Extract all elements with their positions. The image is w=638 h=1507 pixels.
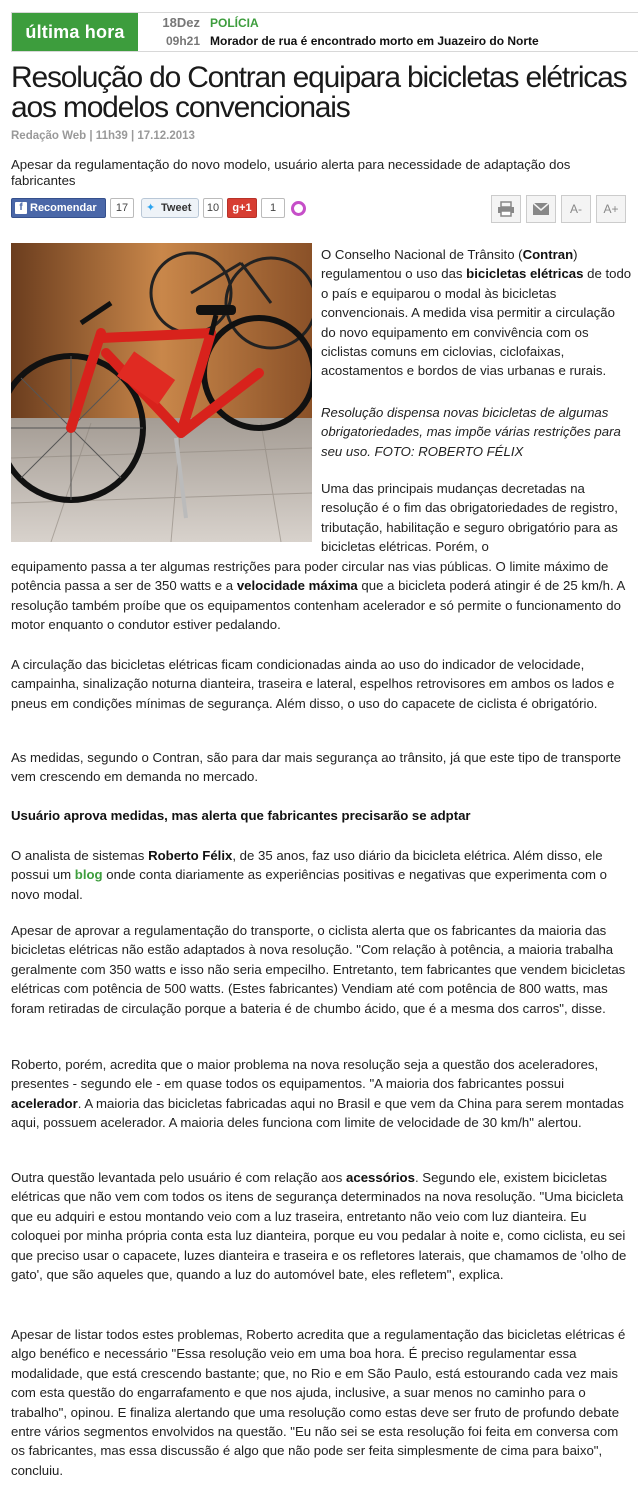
p2-text-c: que a bicicleta poderá atingir é de 25 km/h. A resolução também proíbe que os equipamentos contenham acelerador e só permite o funcionamento do motor enquanto o condutor estiver pedalando. xyxy=(11,578,625,633)
paragraph-1 xyxy=(321,245,633,381)
article-title-line2: aos modelos convencionais xyxy=(11,91,350,124)
paragraph-6: Apesar de aprovar a regulamentação do transporte, o ciclista alerta que os fabricantes da maioria das bicicletas elétricas não estão adaptados à nova resolução. "Com relação à potência, a maioria trabalha geralmente com 350 watts e isso não seria empecilho. Entretanto, tem fabricantes que vendem bicicletas elétricas com potência de 500 watts. (Estes fabricantes) Vendiam até com potência de 800 watts, mas foram retiradas de circulação porque a bateria é de chumbo ácido, que é a mesma dos carros", disse. xyxy=(11,923,626,1016)
p1-text-e: de todo o país e equiparou o modal às bicicletas convencionais. A medida visa permitir a circulação do novo equipamento em convivência com os ciclistas comuns em ciclovias, ciclofaixas, acostamentos e bordos de vias urbanas e rurais. xyxy=(321,266,632,379)
facebook-recommend-button[interactable] xyxy=(11,198,106,218)
tweet-button[interactable] xyxy=(141,198,199,218)
paragraph-3: A circulação das bicicletas elétricas ficam condicionadas ainda ao uso do indicador de velocidade, campainha, sinalização noturna dianteira, traseira e lateral, espelhos retrovisores em ambos os lados e pneus em condições mínimas de segurança. Além disso, o uso do capacete de ciclista é obrigatório. xyxy=(11,657,615,711)
breaking-news-bar xyxy=(11,12,638,52)
paragraph-8 xyxy=(11,1168,633,1284)
print-button[interactable] xyxy=(491,195,521,223)
p8-text-a: Outra questão levantada pelo usuário é com relação aos xyxy=(11,1170,347,1185)
breaking-news-headline[interactable]: Morador de rua é encontrado morto em Juazeiro do Norte xyxy=(210,34,539,48)
p2-velocidade-maxima: velocidade máxima xyxy=(236,578,358,594)
google-plus-count: 1 xyxy=(261,198,285,218)
tweet-count: 10 xyxy=(203,198,223,218)
paragraph-5 xyxy=(11,846,633,904)
paragraph-7 xyxy=(11,1055,633,1133)
font-increase-button[interactable]: A+ xyxy=(596,195,626,223)
p7-acelerador: acelerador xyxy=(11,1095,78,1111)
article-title xyxy=(11,63,633,123)
p5-roberto-felix: Roberto Félix xyxy=(148,848,233,863)
share-circle-icon[interactable] xyxy=(291,201,306,216)
facebook-recommend-label: Recomendar xyxy=(30,202,97,214)
paragraph-2-bottom xyxy=(11,557,633,635)
p5-text-d: onde conta diariamente as experiências positivas e negativas que experimenta com o novo modal. xyxy=(11,867,607,902)
breaking-news-date: 18Dez xyxy=(162,15,200,30)
twitter-bird-icon: ✦ xyxy=(146,202,156,214)
envelope-icon xyxy=(532,202,550,216)
p8-acessorios: acessórios xyxy=(346,1170,415,1185)
paragraph-4: As medidas, segundo o Contran, são para dar mais segurança ao trânsito, já que este tipo de transporte vem crescendo em demanda no mercado. xyxy=(11,750,621,785)
article-byline: Redação Web | 11h39 | 17.12.2013 xyxy=(11,130,195,142)
p1-text-c: ) regulamentou o uso das xyxy=(321,247,578,282)
p2-text-top: Uma das principais mudanças decretadas na resolução é o fim das obrigatoriedades de registro, tributação, habilitação e seguro obrigatório para as bicicletas elétricas. Porém, o xyxy=(321,481,618,555)
photo-caption: Resolução dispensa novas bicicletas de algumas obrigatoriedades, mas impõe várias restrições para seu uso. FOTO: ROBERTO FÉLIX xyxy=(321,405,621,459)
email-button[interactable] xyxy=(526,195,556,223)
facebook-icon: f xyxy=(15,202,27,214)
breaking-news-category[interactable]: POLÍCIA xyxy=(210,16,259,30)
p8-text-c: . Segundo ele, existem bicicletas elétricas que não vem com todos os itens de segurança determinados na nova resolução. "Uma bicicleta que eu adquiri e estou montando veio com a luz traseira, entretanto não veio com luz dianteira. Eu coloquei por minha própria conta esta luz dianteira, porque eu vou pedalar à noite e, como ciclista, eu sei que preciso usar o capacete, luzes dianteira e traseira e os refletores laterais, que chamamos de 'olho de gato', que são aqueles que, quando a luz do automóvel bate, eles refletem", explica. xyxy=(11,1170,627,1283)
paragraph-2-top xyxy=(321,479,633,557)
electric-bicycle-photo xyxy=(11,243,312,542)
p5-text-a: O analista de sistemas xyxy=(11,848,149,863)
printer-icon xyxy=(497,201,515,217)
article-summary: Apesar da regulamentação do novo modelo, usuário alerta para necessidade de adaptação dos fabricantes xyxy=(11,157,571,188)
p7-text-a: Roberto, porém, acredita que o maior problema na nova resolução seja a questão dos aceleradores, presentes - segundo ele - em quase todos os equipamentos. "A maioria dos fabricantes possui xyxy=(11,1057,599,1092)
article-subheading: Usuário aprova medidas, mas alerta que fabricantes precisarão se adptar xyxy=(11,808,471,823)
google-plus-one-button[interactable]: g+1 xyxy=(227,198,257,218)
p1-text-a: O Conselho Nacional de Trânsito ( xyxy=(321,247,523,262)
p5-text-c: , de 35 anos, faz uso diário da bicicleta elétrica. Além disso, ele possui um xyxy=(11,848,603,883)
p2-text-bottom: equipamento passa a ter algumas restrições para poder circular nas vias públicas. O limite máximo de potência passa a ser de 350 watts e a xyxy=(11,559,609,594)
font-decrease-button[interactable]: A- xyxy=(561,195,591,223)
article-photo xyxy=(11,243,312,542)
breaking-news-label: última hora xyxy=(12,13,138,51)
paragraph-9: Apesar de listar todos estes problemas, Roberto acredita que a regulamentação das bicicletas elétricas é algo benéfico e necessário "Essa resolução veio em uma boa hora. É preciso regulamentar essa modalidade, que está crescendo bastante; que, no Rio e em São Paulo, está estourando cada vez mais com esta questão do engarrafamento e que nos ajuda, inclusive, a suar menos no caminho para o trabalho", opinou. E finaliza alertando que uma resolução como estas deve ser fruto de profundo debate entre vários segmentos envolvidos na questão. "Eu não sei se esta resolução foi feita em conversa com os fabricantes, mas essa discussão é algo que não pode ser feita simplesmente de cima para baixo", concluiu. xyxy=(11,1327,626,1478)
p7-text-c: . A maioria das bicicletas fabricadas aqui no Brasil e que vem da China para serem montadas aqui, possuem acelerador. A maioria deles funciona com limite de velocidade de 30 km/h" alertou. xyxy=(11,1095,624,1131)
p1-contran: Contran xyxy=(522,247,574,262)
article-title-line1: Resolução do Contran equipara bicicletas elétricas xyxy=(11,61,627,94)
blog-link[interactable]: blog xyxy=(74,867,103,883)
facebook-count: 17 xyxy=(110,198,134,218)
tweet-label: Tweet xyxy=(161,202,192,214)
p1-bicicletas-eletricas: bicicletas elétricas xyxy=(466,266,584,282)
breaking-news-time: 09h21 xyxy=(165,34,200,48)
